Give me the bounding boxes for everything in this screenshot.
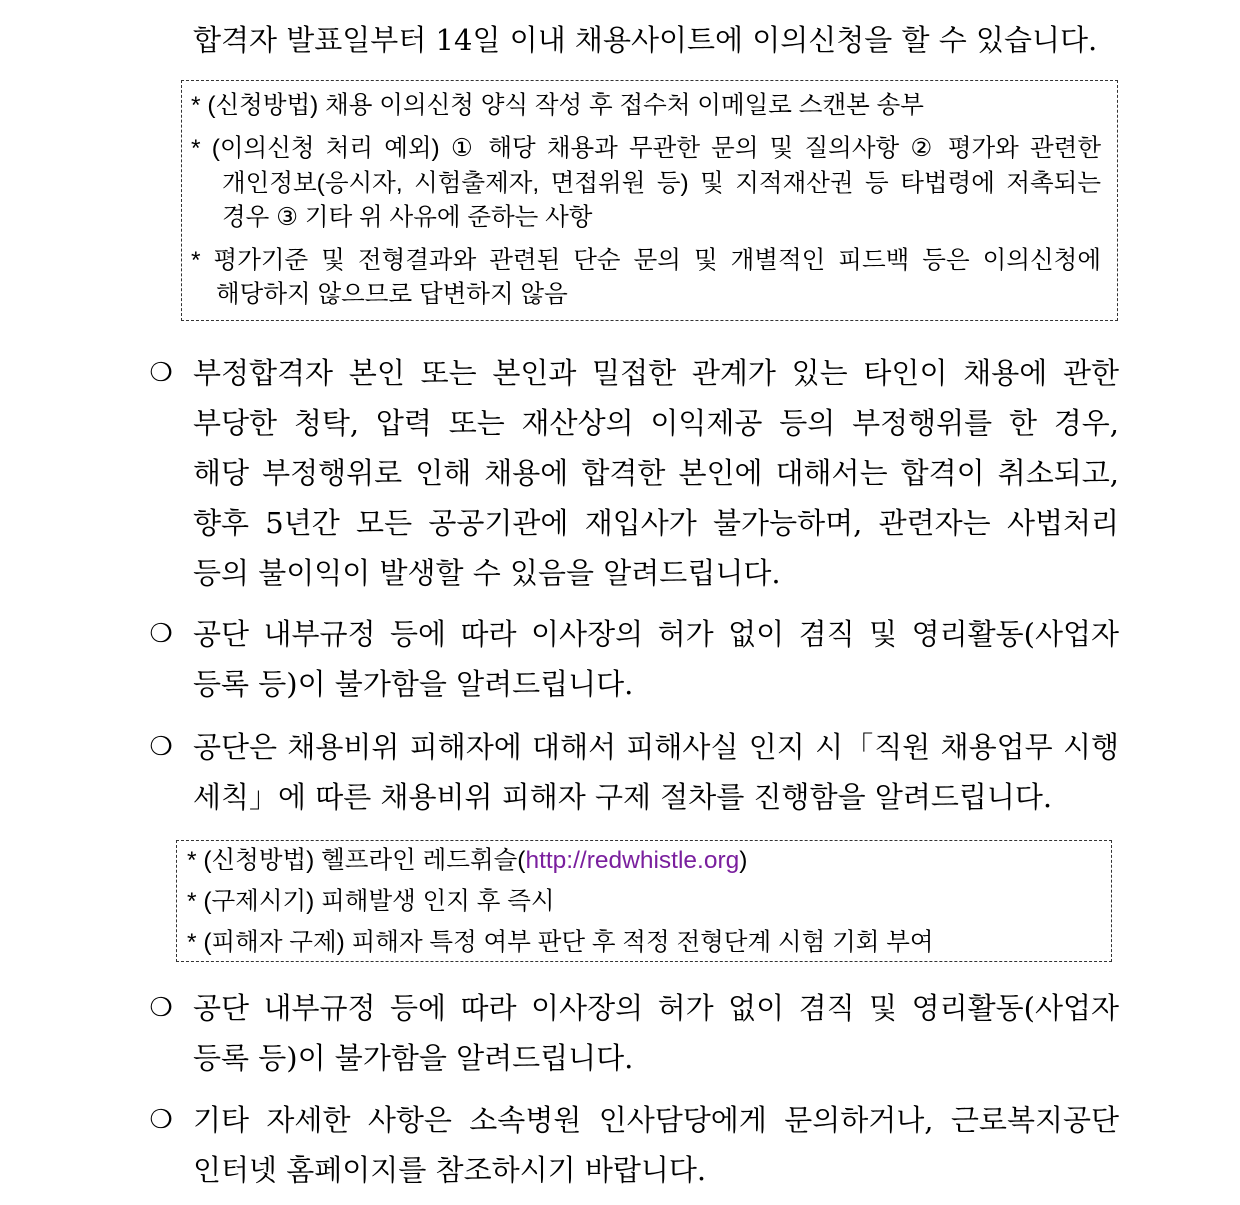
note-criteria-line-1: * 평가기준 및 전형결과와 관련된 단순 문의 및 개별적인 피드백 등은 이의신청에 [191, 247, 1101, 274]
note-victim-relief: * (피해자 구제) 피해자 특정 여부 판단 후 적정 전형단계 시험 기회 부여 [187, 929, 934, 956]
redwhistle-link[interactable]: http://redwhistle.org [525, 847, 740, 874]
bullet-icon: ❍ [149, 1105, 173, 1135]
note-relief-timing: * (구제시기) 피해발생 인지 후 즉시 [187, 888, 555, 915]
paragraph-1-line-2: 부당한 청탁, 압력 또는 재산상의 이익제공 등의 부정행위를 한 경우, [193, 406, 1119, 440]
note-helpline [187, 843, 1087, 879]
paragraph-4-line-2: 등록 등)이 불가함을 알려드립니다. [193, 1041, 634, 1075]
paragraph-3-line-1: 공단은 채용비위 피해자에 대해서 피해사실 인지 시「직원 채용업무 시행 [193, 730, 1119, 764]
note-exception-line-3: 경우 ③ 기타 위 사유에 준하는 사항 [222, 204, 593, 231]
paragraph-1-line-5: 등의 불이익이 발생할 수 있음을 알려드립니다. [193, 556, 781, 590]
bullet-icon: ❍ [149, 619, 173, 649]
paragraph-1-line-4: 향후 5년간 모든 공공기관에 재입사가 불가능하며, 관련자는 사법처리 [193, 506, 1119, 540]
note-application-method: * (신청방법) 채용 이의신청 양식 작성 후 접수처 이메일로 스캔본 송부 [191, 92, 924, 119]
paragraph-5-line-2: 인터넷 홈페이지를 참조하시기 바랍니다. [193, 1153, 707, 1187]
paragraph-3-line-2: 세칙」에 따른 채용비위 피해자 구제 절차를 진행함을 알려드립니다. [193, 780, 1053, 814]
paragraph-2-line-1: 공단 내부규정 등에 따라 이사장의 허가 없이 겸직 및 영리활동(사업자 [193, 617, 1119, 651]
paragraph-5-line-1: 기타 자세한 사항은 소속병원 인사담당에게 문의하거나, 근로복지공단 [193, 1103, 1119, 1137]
paragraph-2-line-2: 등록 등)이 불가함을 알려드립니다. [193, 667, 634, 701]
note-exception-line-2: 개인정보(응시자, 시험출제자, 면접위원 등) 및 지적재산권 등 타법령에 저촉되는 [222, 170, 1101, 197]
paragraph-1-line-1: 부정합격자 본인 또는 본인과 밀접한 관계가 있는 타인이 채용에 관한 [193, 356, 1119, 390]
intro-line: 합격자 발표일부터 14일 이내 채용사이트에 이의신청을 할 수 있습니다. [193, 23, 1098, 57]
paragraph-1-line-3: 해당 부정행위로 인해 채용에 합격한 본인에 대해서는 합격이 취소되고, [193, 456, 1119, 490]
note-helpline-prefix: * (신청방법) 헬프라인 레드휘슬( [187, 847, 526, 874]
note-criteria-line-2: 해당하지 않으므로 답변하지 않음 [216, 281, 568, 308]
bullet-icon: ❍ [149, 732, 173, 762]
note-exception-line-1: * (이의신청 처리 예외) ① 해당 채용과 무관한 문의 및 질의사항 ② 평가와 관련한 [191, 135, 1101, 162]
note-helpline-suffix: ) [739, 847, 748, 874]
paragraph-4-line-1: 공단 내부규정 등에 따라 이사장의 허가 없이 겸직 및 영리활동(사업자 [193, 991, 1119, 1025]
bullet-icon: ❍ [149, 993, 173, 1023]
bullet-icon: ❍ [149, 358, 173, 388]
